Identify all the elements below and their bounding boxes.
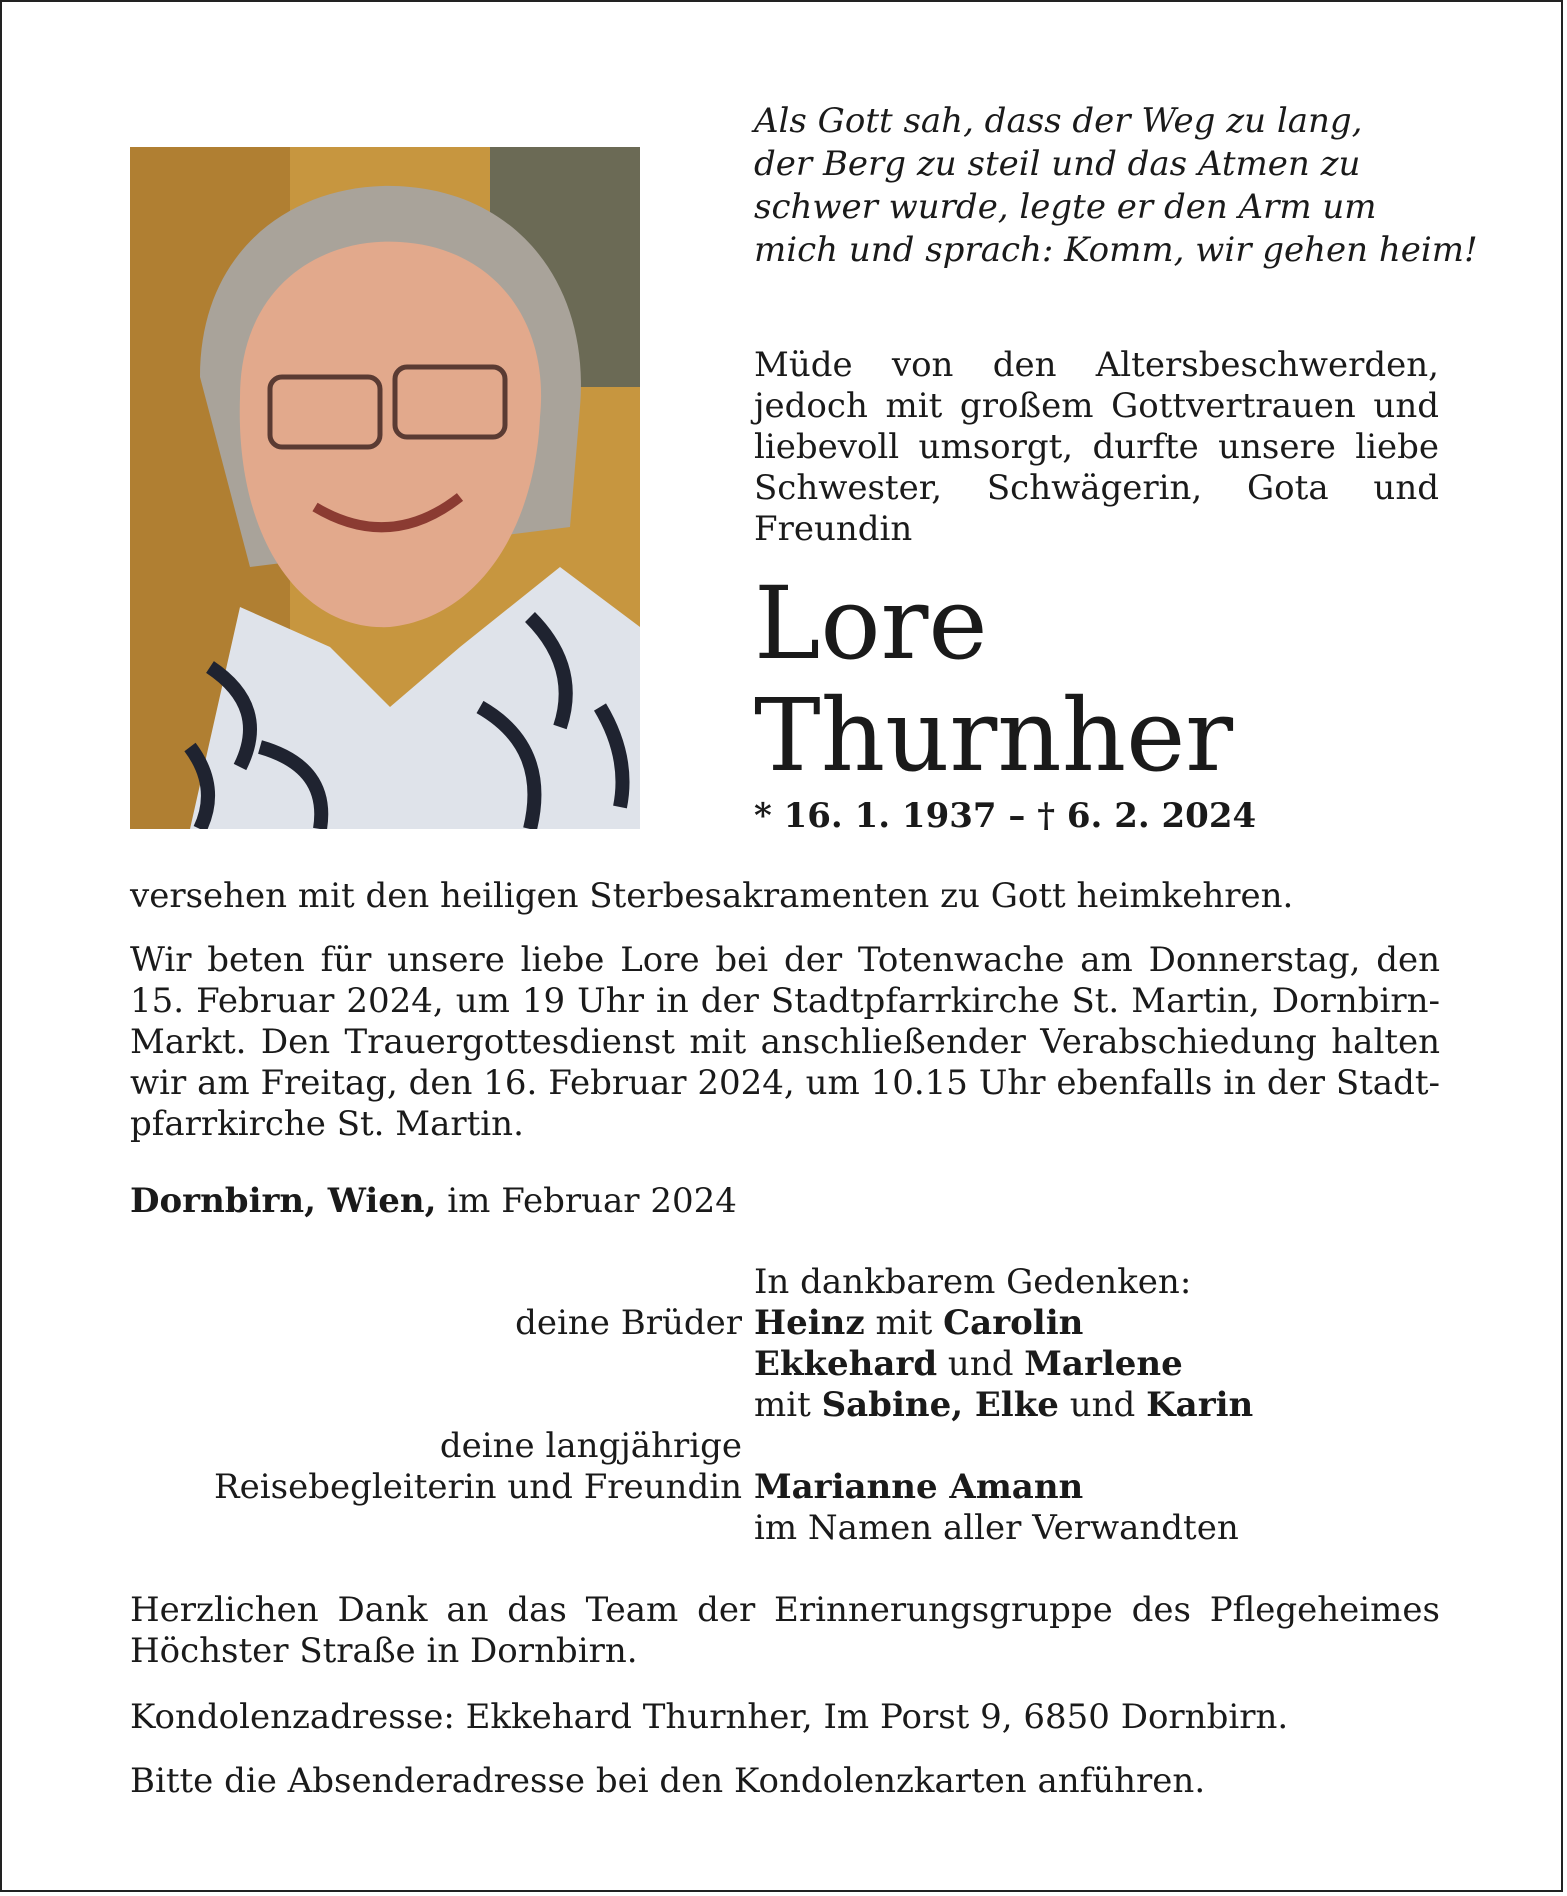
place-month: im Februar 2024: [436, 1181, 737, 1221]
place-date-line: [130, 1181, 1440, 1222]
life-dates: * 16. 1. 1937 – † 6. 2. 2024: [754, 796, 1257, 836]
portrait-photo: [130, 147, 640, 829]
mourners-line-1: Heinz mit Carolin: [754, 1303, 1084, 1343]
verse-line: schwer wurde, legte er den Arm um: [754, 187, 1377, 227]
place-names: Dornbirn, Wien,: [130, 1181, 437, 1221]
verse-line: mich und sprach: Komm, wir gehen heim!: [754, 230, 1478, 270]
service-details: Wir beten für unsere liebe Lore bei der Totenwache am Donnerstag, den 15. Februar 2024, um 19 Uhr in der Stadtpfarrkirche St. Martin, Dornbirn-Markt. Den Trauergottesdienst mit anschließender Verabschiedung halten wir am Freitag, den 16. Februar 2024, um 10.15 Uhr ebenfalls in der Stadt-pfarrkirche St. Martin.: [130, 940, 1440, 1144]
mourners-line-3: mit Sabine, Elke und Karin: [754, 1385, 1254, 1425]
verse-line: der Berg zu steil und das Atmen zu: [754, 144, 1361, 184]
condolence-address: Kondolenzadresse: Ekkehard Thurnher, Im Porst 9, 6850 Dornbirn.: [130, 1697, 1289, 1737]
relatives-line: im Namen aller Verwandten: [754, 1508, 1239, 1548]
opening-verse: [754, 100, 1478, 272]
mourners-line-2: Ekkehard und Marlene: [754, 1344, 1183, 1384]
sacraments-text: versehen mit den heiligen Sterbesakramenten zu Gott heimkehren.: [130, 876, 1294, 916]
companion-label-2: Reisebegleiterin und Freundin: [214, 1467, 742, 1507]
deceased-name: [754, 565, 1234, 794]
first-name: Lore: [754, 565, 988, 682]
brothers-label: deine Brüder: [515, 1303, 742, 1343]
companion-name: Marianne Amann: [754, 1467, 1084, 1507]
verse-line: Als Gott sah, dass der Weg zu lang,: [754, 101, 1363, 141]
gedenken-heading: In dankbarem Gedenken:: [754, 1262, 1192, 1302]
last-name: Thurnher: [754, 677, 1234, 794]
thanks-note: Herzlichen Dank an das Team der Erinnerungsgruppe des Pflegeheimes Höchster Straße in Dornbirn.: [130, 1590, 1440, 1671]
sender-request: Bitte die Absenderadresse bei den Kondolenzkarten anführen.: [130, 1761, 1206, 1801]
intro-text: Müde von den Altersbeschwerden, jedoch mit großem Gottvertrauen und liebevoll umsorgt, durfte unsere liebe Schwester, Schwägerin, Gota und Freundin: [754, 345, 1439, 549]
companion-label-1: deine langjährige: [439, 1426, 742, 1466]
